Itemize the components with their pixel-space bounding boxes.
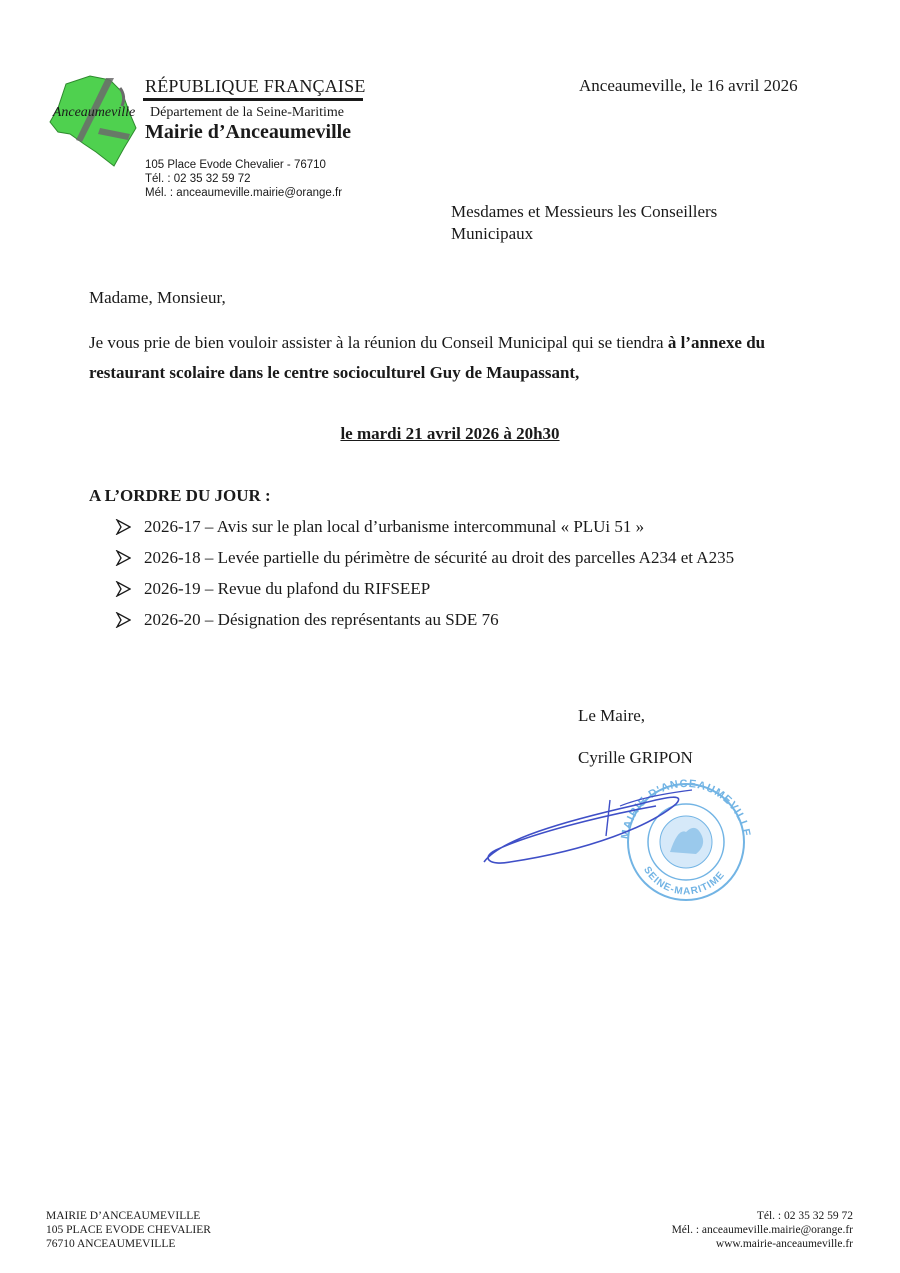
handwritten-signature [484,790,692,863]
footer-left-line: 76710 ANCEAUMEVILLE [46,1238,176,1250]
salutation: Madame, Monsieur, [89,288,226,307]
recipient-line-1: Mesdames et Messieurs les Conseillers [451,202,718,221]
arrowhead-bullet-icon [115,612,131,628]
agenda-item-text: 2026-20 – Désignation des représentants au SDE 76 [144,610,499,629]
header-email: Mél. : anceaumeville.mairie@orange.fr [145,187,343,199]
footer-contact [672,1209,853,1251]
arrowhead-bullet-icon [115,581,131,597]
agenda-item [115,516,815,547]
signature-and-stamp [470,770,760,910]
agenda-item-text: 2026-18 – Levée partielle du périmètre de sécurité au droit des parcelles A234 et A235 [144,548,735,567]
meeting-datetime: le mardi 21 avril 2026 à 20h30 [340,424,560,443]
header-tel: Tél. : 02 35 32 59 72 [145,173,251,185]
agenda-item-text: 2026-19 – Revue du plafond du RIFSEEP [144,579,431,598]
footer-address [46,1209,211,1251]
commune-logo [44,70,144,170]
footer-email: Mél. : anceaumeville.mairie@orange.fr [671,1224,853,1236]
recipient-block [451,201,811,245]
official-stamp [619,778,752,900]
recipient-line-2: Municipaux [451,224,534,243]
mairie-name: Mairie d’Anceaumeville [145,121,352,143]
footer-left-line: MAIRIE D’ANCEAUMEVILLE [46,1210,201,1222]
footer-website: www.mairie-anceaumeville.fr [715,1238,853,1250]
agenda-title: A L’ORDRE DU JOUR : [89,486,271,505]
meeting-location: à l’annexe du restaurant scolaire dans le centre socioculturel Guy de Maupassant, [89,333,766,382]
letter-date: Anceaumeville, le 16 avril 2026 [579,76,798,95]
agenda-list [115,516,815,640]
republique-title: RÉPUBLIQUE FRANÇAISE [145,76,366,96]
agenda-item-text: 2026-17 – Avis sur le plan local d’urbanisme intercommunal « PLUi 51 » [144,517,645,536]
agenda-item [115,578,815,609]
header-address: 105 Place Evode Chevalier - 76710 [145,159,326,171]
agenda-item [115,547,815,578]
intro-paragraph [89,328,811,388]
stamp-top-text: MAIRIE D'ANCEAUMEVILLE [619,777,753,841]
departement-label: Département de la Seine-Maritime [150,105,344,120]
signatory-name: Cyrille GRIPON [578,748,693,767]
agenda-item [115,609,815,640]
signatory-title: Le Maire, [578,706,646,725]
header-rule [143,98,363,101]
footer-tel: Tél. : 02 35 32 59 72 [756,1210,853,1222]
arrowhead-bullet-icon [115,519,131,535]
stamp-bottom-text: SEINE-MARITIME [641,864,728,898]
logo-text: Anceaumeville [52,105,136,120]
footer-left-line: 105 PLACE EVODE CHEVALIER [46,1224,211,1236]
intro-text: Je vous prie de bien vouloir assister à la réunion du Conseil Municipal qui se tiendra [89,333,664,352]
arrowhead-bullet-icon [115,550,131,566]
